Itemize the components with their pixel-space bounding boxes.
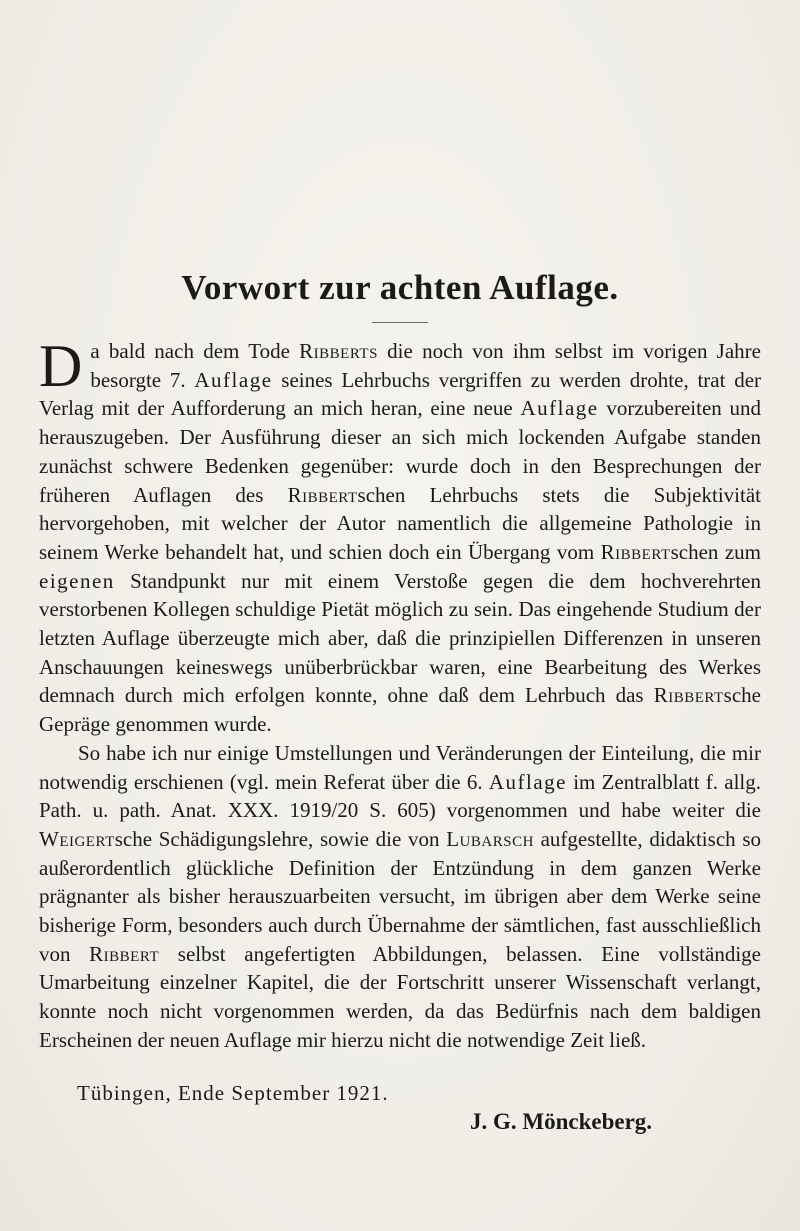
- text-run: selbst angefertigten Abbildungen, belassen. Eine vollständige Umarbeitung einzelner Kapitel, die der Fortschritt unserer Wissenschaft verlangt, konnte noch nicht vorgenommen werden, da das Bedürfnis nach dem baldigen Erscheinen der neuen Auflage mir hierzu nicht die notwendige Zeit ließ.: [39, 941, 761, 1052]
- text-run: So habe ich nur einige Umstellungen und Veränderungen der Einteilung, die mir notwendig erschienen (vgl. mein Referat über die 6.: [39, 740, 761, 794]
- drop-cap: D: [39, 333, 83, 399]
- text-run: sche Gepräge genommen wurde.: [39, 683, 761, 737]
- text-run: die noch von ihm selbst im vorigen Jahre besorgte 7.: [90, 339, 761, 392]
- text-run: sche Schädigungslehre, sowie die von: [114, 826, 447, 851]
- spaced-word: Auflage: [194, 367, 273, 392]
- text-run: im Zentralblatt f. allg. Path. u. path. Anat. XXX. 1919/20 S. 605) vorgenommen und habe weiter die: [39, 769, 762, 823]
- author-name: Ribbert: [287, 482, 358, 507]
- author-name: Ribbert: [89, 941, 160, 966]
- heading-divider: [372, 322, 428, 323]
- author-name: Ribbert: [653, 683, 724, 708]
- text-run: vorzubereiten und herauszugeben. Der Ausführung dieser an sich mich lockenden Aufgabe standen zunächst schwere Bedenken gegenüber: wurde doch in den Besprechungen der früheren Auflagen des: [39, 396, 761, 507]
- spaced-word: Auflage: [488, 769, 567, 794]
- paragraph-2: [39, 739, 761, 1055]
- author-name: Weigert: [39, 826, 115, 851]
- preface-heading: Vorwort zur achten Auflage.: [181, 268, 619, 307]
- author-name: Lubarsch: [446, 826, 534, 851]
- text-run: seines Lehrbuchs vergriffen zu werden drohte, trat der Verlag mit der Aufforderung an mich heran, eine neue: [39, 367, 762, 421]
- author-name: Ribbert: [600, 539, 671, 564]
- text-run: schen Lehrbuchs stets die Subjektivität hervorgehoben, mit welcher der Autor namentlich die allgemeine Pathologie in seinem Werke behandelt hat, und schien doch ein Übergang vom: [39, 482, 761, 564]
- author-signature: J. G. Mönckeberg.: [470, 1109, 653, 1134]
- text-run: Standpunkt nur mit einem Verstoße gegen die dem hochverehrten verstorbenen Kollegen schuldige Pietät möglich zu sein. Das eingehende Studium der letzten Auflage überzeugte mich aber, daß die prinzipiellen Differenzen in unseren Anschauungen keineswegs unüberbrückbar waren, eine Bearbeitung des Werkes demnach durch mich erfolgen konnte, ohne daß dem Lehrbuch das: [39, 568, 761, 708]
- author-name: Ribberts: [299, 339, 378, 363]
- paragraph-1: [39, 333, 762, 739]
- spaced-word: eigenen: [39, 568, 115, 593]
- text-run: a bald nach dem Tode: [90, 339, 300, 363]
- place-and-date: Tübingen, Ende September 1921.: [77, 1081, 389, 1105]
- preface-body: [39, 333, 762, 1055]
- text-run: schen zum: [670, 539, 761, 564]
- text-run: aufgestellte, didaktisch so außerordentlich glückliche Definition der Entzündung in dem ganzen Werke prägnanter als bisher herauszuarbeiten versucht, im übrigen aber dem Werke seine bisherige Form, besonders auch durch Übernahme der sämtlichen, fast ausschließlich von: [39, 826, 762, 966]
- spaced-word: Auflage: [520, 396, 599, 421]
